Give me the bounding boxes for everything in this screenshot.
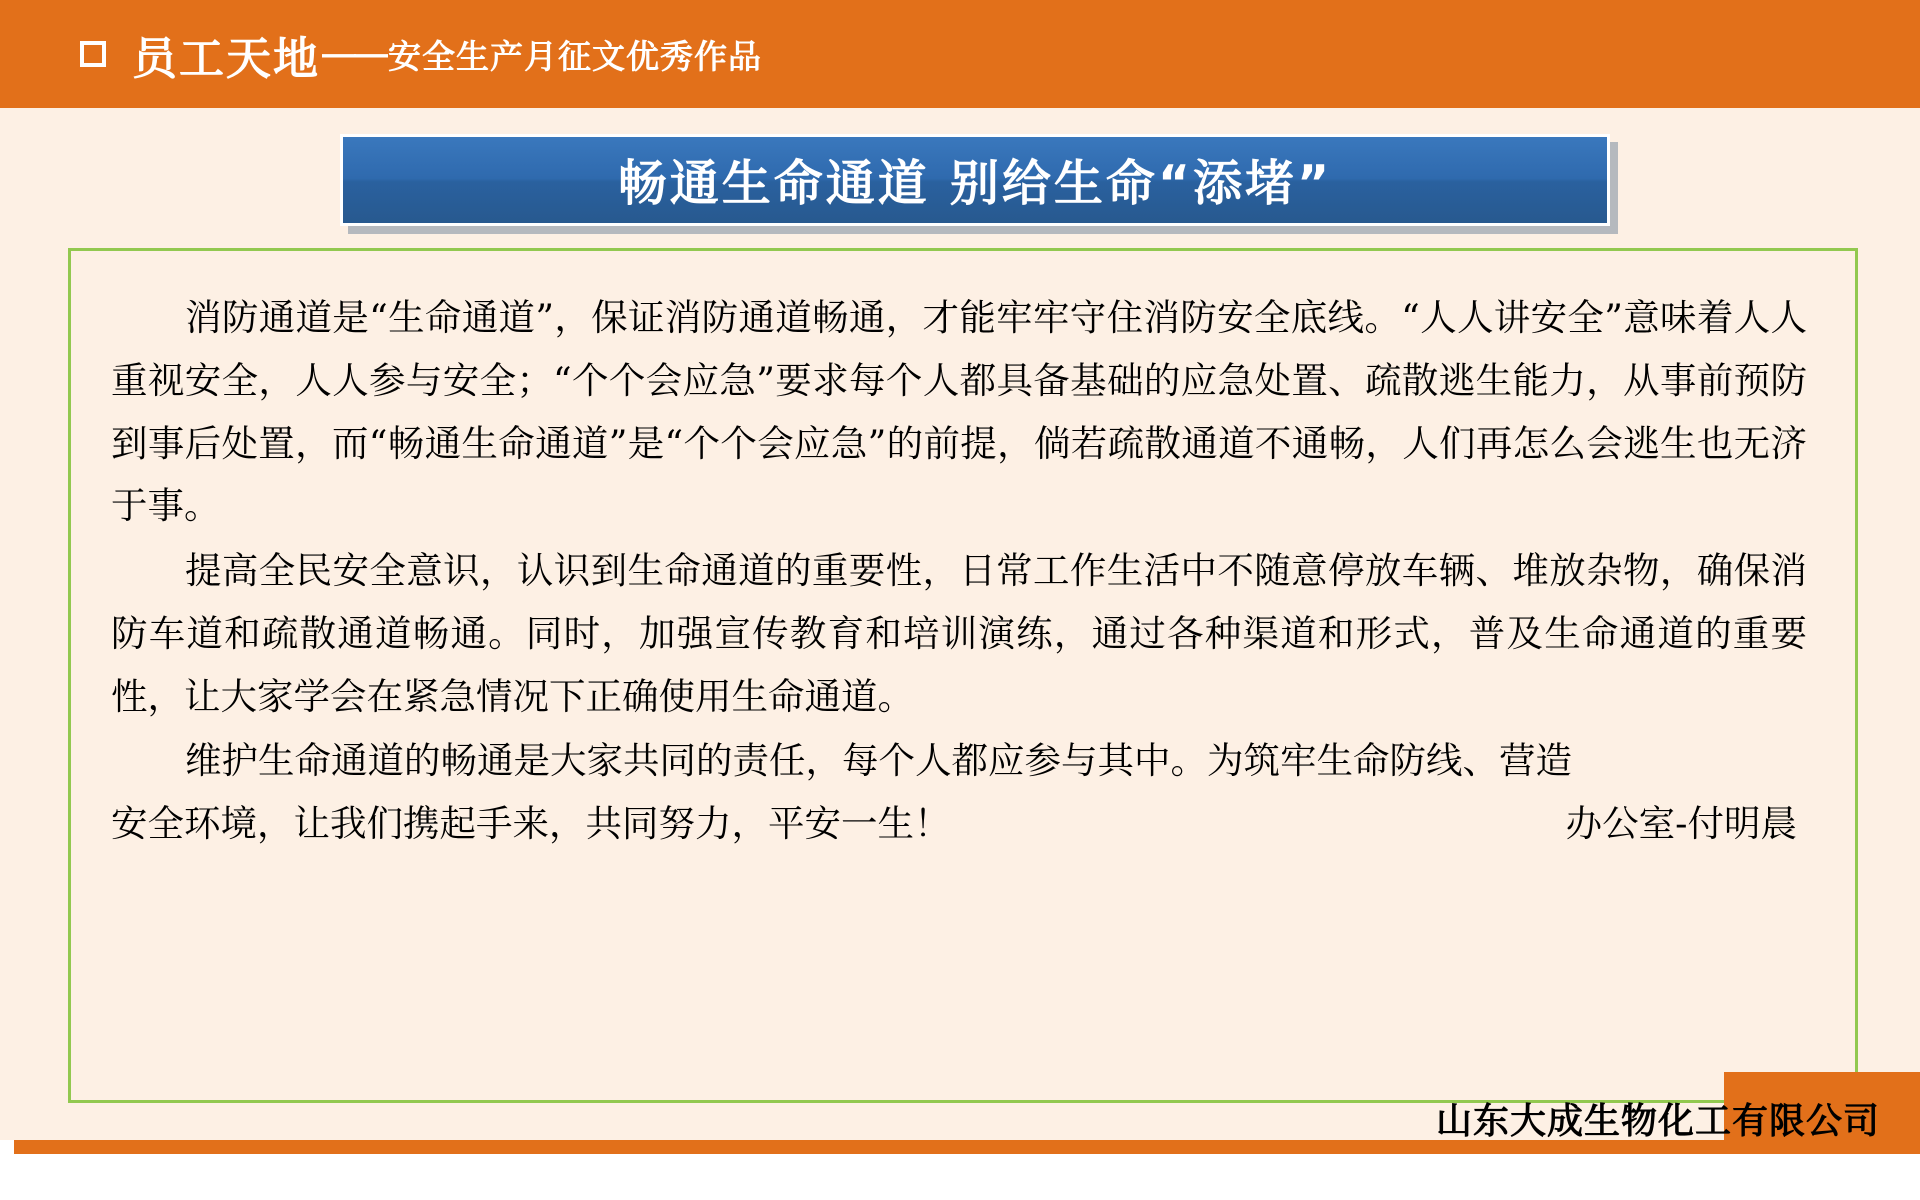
footer-background xyxy=(0,1154,1920,1200)
header-subtitle: 安全生产月征文优秀作品 xyxy=(388,36,763,76)
footer-company-name: 山东大成生物化工有限公司 xyxy=(1435,1101,1880,1142)
footer-left-edge xyxy=(0,1140,14,1200)
header-dash: —— xyxy=(322,34,387,73)
paragraph-3: 维护生命通道的畅通是大家共同的责任，每个人都应参与其中。为筑牢生命防线、营造 xyxy=(185,739,1572,783)
square-bullet-icon xyxy=(80,41,106,67)
title-banner xyxy=(340,134,1610,226)
paragraph-1: 消防通道是“生命通道”，保证消防通道畅通，才能牢牢守住消防安全底线。“人人讲安全”意味着人人重视安全，人人参与安全；“个个会应急”要求每个人都具备基础的应急处置、疏散逃生能力，从事前预防到事后处置，而“畅通生命通道”是“个个会应急”的前提，倘若疏散通道不通畅，人们再怎么会逃生也无济于事。 xyxy=(111,296,1807,528)
page-title: 畅通生命通道 别给生命“添堵” xyxy=(617,155,1333,212)
title-banner-wrapper xyxy=(340,134,1610,226)
closing-text: 安全环境，让我们携起手来，共同努力，平安一生！ xyxy=(111,802,951,846)
header-main-title: 员工天地 xyxy=(132,31,321,85)
article-body xyxy=(68,248,1858,1103)
closing-line xyxy=(111,795,1807,847)
header xyxy=(0,0,1920,108)
paragraph-2: 提高全民安全意识，认识到生命通道的重要性，日常工作生活中不随意停放车辆、堆放杂物，确保消防车道和疏散通道畅通。同时，加强宣传教育和培训演练，通过各种渠道和形式，普及生命通道的重要性，让大家学会在紧急情况下正确使用生命通道。 xyxy=(111,549,1807,718)
author-signature: 办公室-付明晨 xyxy=(1565,802,1797,846)
